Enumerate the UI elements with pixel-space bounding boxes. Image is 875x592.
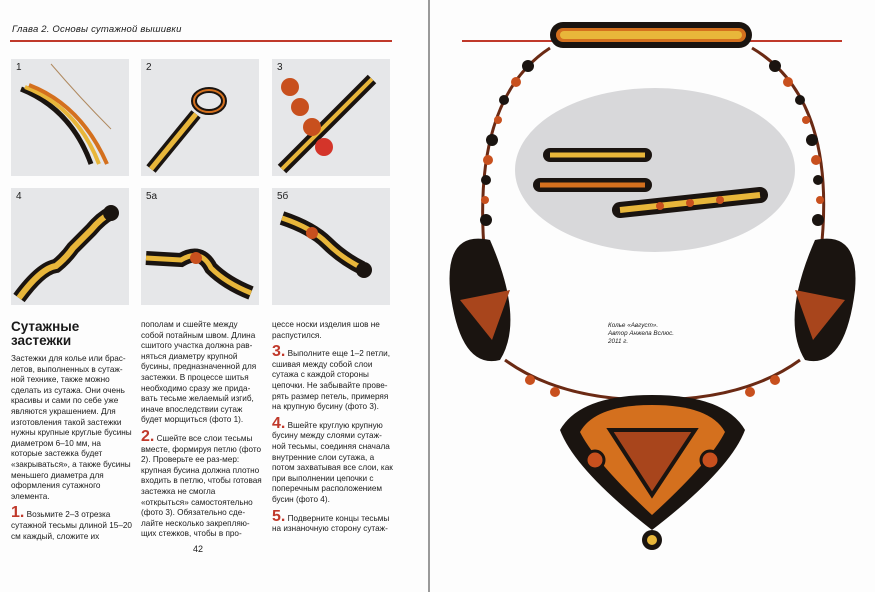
- step-photo-5a: [141, 188, 259, 305]
- heading-line-2: застежки: [11, 333, 72, 348]
- caption-title: Колье «Август».: [608, 322, 659, 329]
- finished-clasp-image: [272, 188, 390, 305]
- bead-fitting-image: [272, 59, 390, 176]
- photo-label: 5а: [146, 191, 158, 202]
- step-text: Вшейте круглую крупную бусину между слоями сутаж-ной тесьмы, соединяя сначала внутренние слои сутажа, а потом захватывая все слои, как при выполнении цепочки с поперечным расположением бусин (фото 4).: [272, 420, 393, 504]
- right-page: [430, 0, 875, 592]
- step-photo-5b: [272, 188, 390, 305]
- clasp-chain-image: [11, 188, 129, 305]
- photo-label: 2: [146, 62, 152, 73]
- continued-paragraph: пополам и сшейте между собой потайным швом. Длина сшитого участка должна рав-няться диаметру крупной бусины, предназначенной для застежки. В процессе шитья необходимо сразу же прида-вать тесьме желаемый изгиб, иначе впоследствии сутаж будет морщиться (фото 1).: [141, 320, 257, 425]
- step-photo-4: [11, 188, 129, 305]
- soutache-strands-image: [11, 59, 129, 176]
- step-photo-3: [272, 59, 390, 176]
- step-number: 4.: [272, 414, 286, 432]
- left-page: [0, 0, 428, 592]
- step-number: 1.: [11, 504, 25, 522]
- continued-paragraph: цессе носки изделия шов не распустился.: [272, 320, 380, 340]
- step-number: 3.: [272, 343, 286, 361]
- text-column-1: [11, 320, 132, 542]
- soutache-loop-image: [141, 59, 259, 176]
- step-number: 2.: [141, 427, 155, 445]
- step-number: 5.: [272, 507, 286, 525]
- intro-paragraph: Застежки для колье или брас-летов, выполненных в сутаж-ной технике, также можно сделать из сутажа. Они очень красивы и сами по себе уже являются украшением. Для изготовления такой застежки нужны крупные круглые бусины диаметром 6–10 мм, на которые застежка будет «закрываться», а также бусины меньшего диаметра для оформления сутажного элемента.: [11, 354, 132, 501]
- chapter-title: Глава 2. Основы сутажной вышивки: [12, 24, 182, 35]
- heading-line-1: Сутажные: [11, 319, 80, 334]
- text-column-3: [272, 320, 393, 535]
- photo-label: 1: [16, 62, 22, 73]
- photo-label: 4: [16, 191, 22, 202]
- necklace-caption: [608, 322, 674, 346]
- page-number: 42: [193, 544, 204, 554]
- step-text: Сшейте все слои тесьмы вместе, формируя петлю (фото 2). Проверьте ее раз-мер: крупная бусина должна плотно входить в петлю, чтобы готовая застежка не смогла «открыться» самостоятельно (фото 3). Обязательно сде-лайте несколько закрепляю-щих стежков, чтобы в про-: [141, 433, 262, 539]
- necklace-photo: [430, 0, 875, 592]
- step-photo-1: [11, 59, 129, 176]
- caption-year: 2011 г.: [608, 338, 629, 345]
- step-text: Выполните еще 1–2 петли, сшивая между собой слои сутажа с каждой стороны цепочки. Не забывайте прове-рять размер петель, примеряя на крупную бусину (фото 3).: [272, 349, 391, 412]
- section-heading: [11, 320, 132, 348]
- clasp-with-bead-image: [141, 188, 259, 305]
- step-photo-2: [141, 59, 259, 176]
- header-rule: [10, 40, 392, 42]
- step-text: Подверните концы тесьмы на изнаночную сторону сутаж-: [272, 513, 390, 534]
- text-column-2: [141, 320, 262, 540]
- photo-label: 3: [277, 62, 283, 73]
- caption-author: Автор Анжела Вслюс.: [608, 330, 674, 337]
- photo-label: 5б: [277, 191, 289, 202]
- step-text: Возьмите 2–3 отрезка сутажной тесьмы длиной 15–20 см каждый, сложите их: [11, 510, 132, 541]
